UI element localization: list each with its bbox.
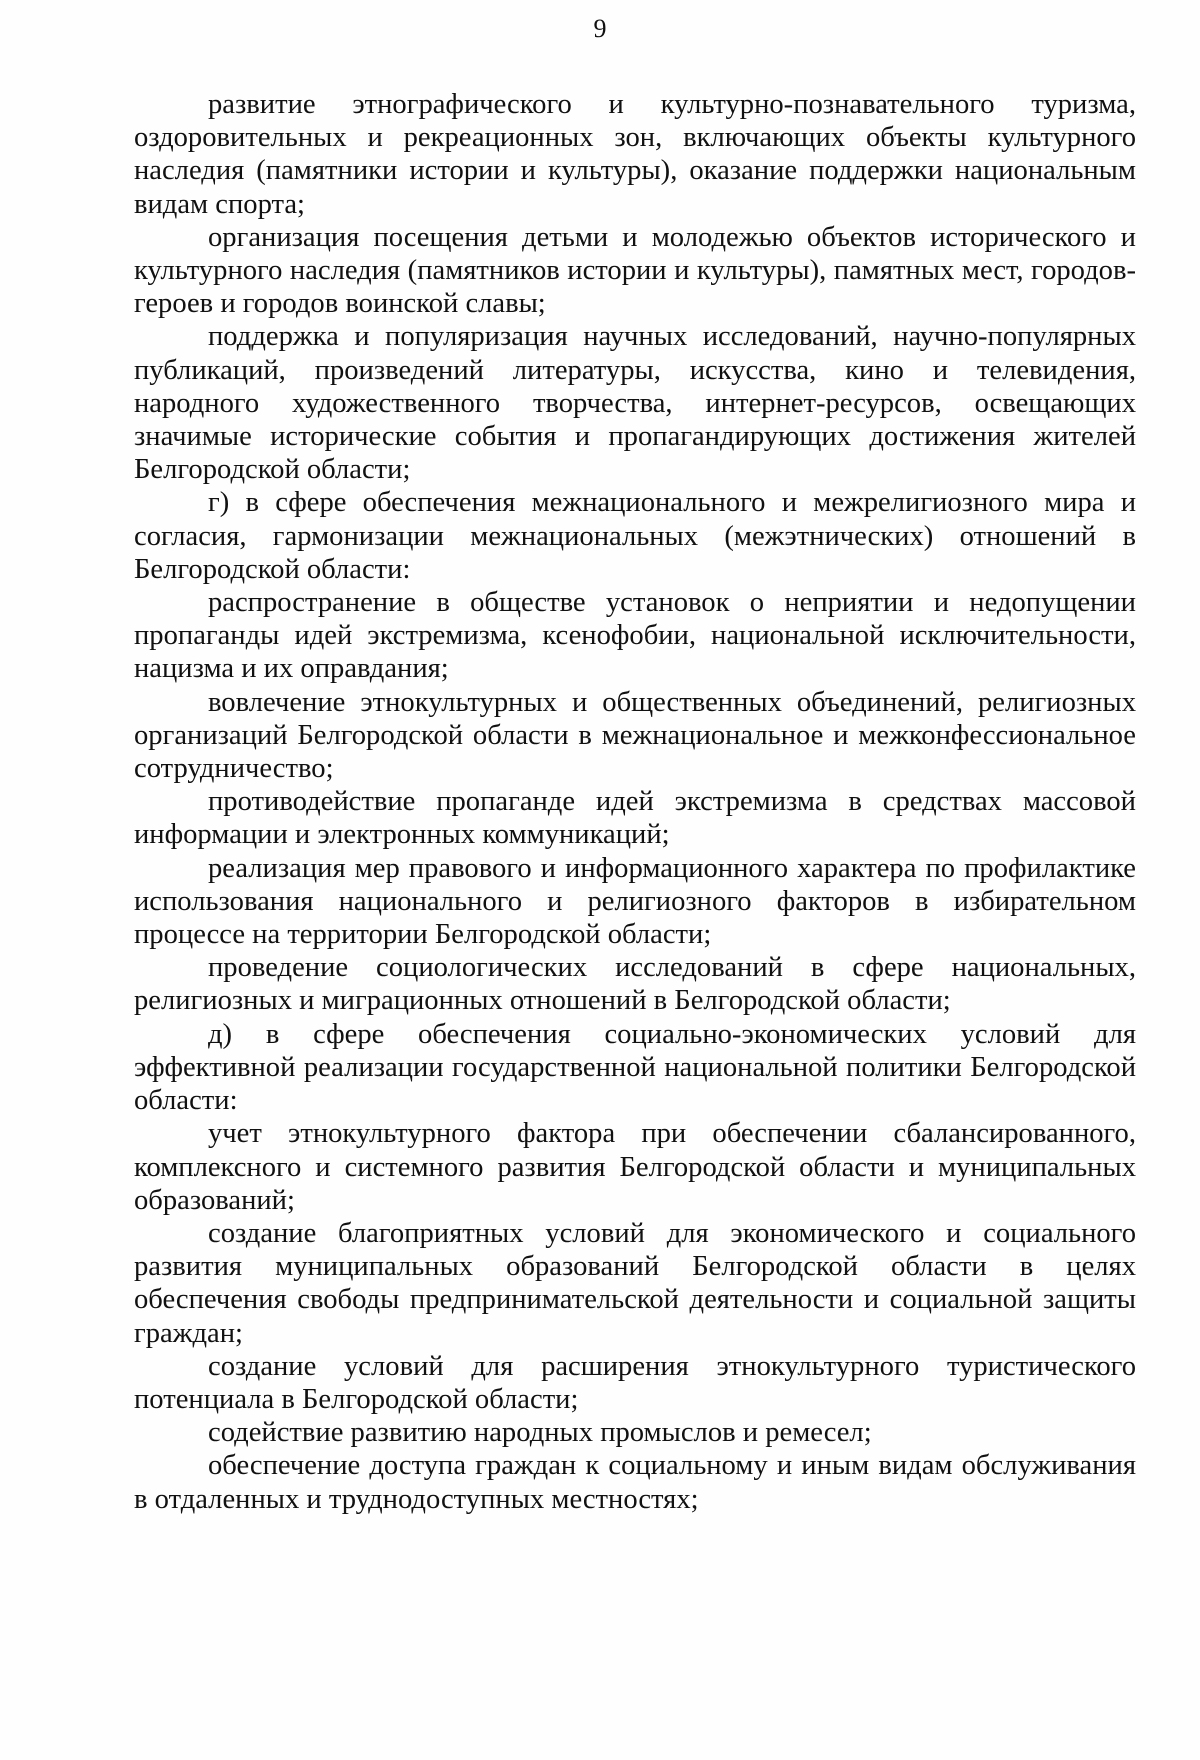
paragraph: противодействие пропаганде идей экстремизма в средствах массовой информации и электронных коммуникаций; [134,786,1136,851]
paragraph: реализация мер правового и информационного характера по профилактике использования национального и религиозного факторов в избирательном процессе на территории Белгородской области; [134,852,1136,951]
paragraph: обеспечение доступа граждан к социальному и иным видам обслуживания в отдаленных и труднодоступных местностях; [134,1450,1136,1515]
paragraph: развитие этнографического и культурно-познавательного туризма, оздоровительных и рекреационных зон, включающих объекты культурного наследия (памятники истории и культуры), оказание поддержки национальным видам спорта; [134,89,1136,220]
section-heading-d: д) в сфере обеспечения социально-экономических условий для эффективной реализации государственной национальной политики Белгородской области: [134,1018,1136,1117]
paragraph: проведение социологических исследований в сфере национальных, религиозных и миграционных отношений в Белгородской области; [134,952,1136,1017]
paragraph: создание условий для расширения этнокультурного туристического потенциала в Белгородской области; [134,1350,1136,1415]
paragraph: организация посещения детьми и молодежью объектов исторического и культурного наследия (памятников истории и культуры), памятных мест, городов-героев и городов воинской славы; [134,221,1136,320]
paragraph: поддержка и популяризация научных исследований, научно-популярных публикаций, произведений литературы, искусства, кино и телевидения, народного художественного творчества, интернет-ресурсов, освещающих значимые исторические события и пропагандирующих достижения жителей Белгородской области; [134,321,1136,486]
page-number: 9 [593,14,607,43]
section-heading-g: г) в сфере обеспечения межнационального и межрелигиозного мира и согласия, гармонизации межнациональных (межэтнических) отношений в Белгородской области: [134,487,1136,585]
document-body [134,88,1136,1516]
paragraph: распространение в обществе установок о неприятии и недопущении пропаганды идей экстремизма, ксенофобии, национальной исключительности, нацизма и их оправдания; [134,587,1136,685]
paragraph: учет этнокультурного фактора при обеспечении сбалансированного, комплексного и системного развития Белгородской области и муниципальных образований; [134,1118,1136,1216]
paragraph: содействие развитию народных промыслов и ремесел; [208,1417,872,1449]
paragraph: вовлечение этнокультурных и общественных объединений, религиозных организаций Белгородской области в межнациональное и межконфессиональное сотрудничество; [134,686,1136,785]
paragraph: создание благоприятных условий для экономического и социального развития муниципальных образований Белгородской области в целях обеспечения свободы предпринимательской деятельности и социальной защиты граждан; [134,1217,1136,1349]
